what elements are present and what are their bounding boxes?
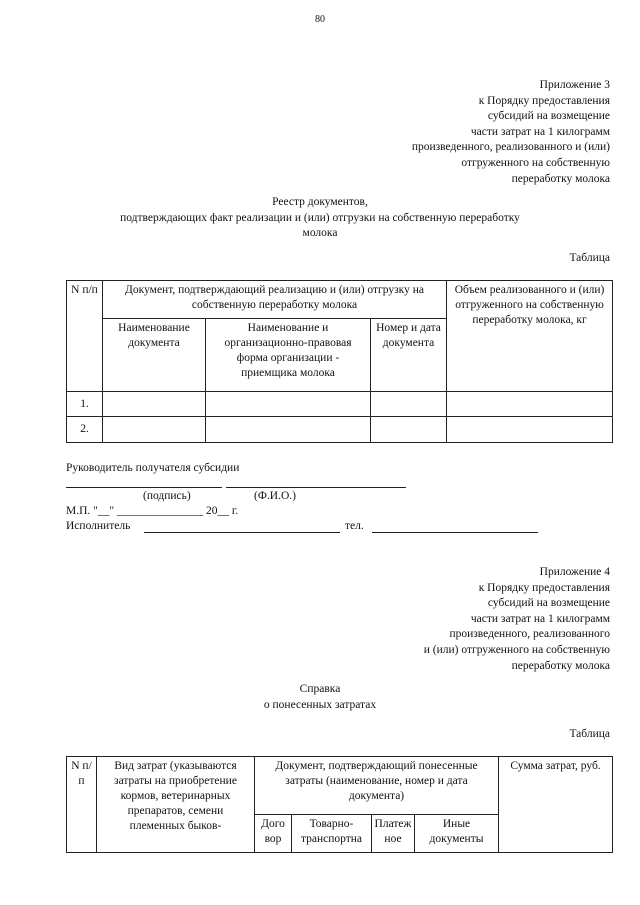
table-cell xyxy=(206,392,371,417)
appendix3-title-line: молока xyxy=(302,227,338,240)
page-number: 80 xyxy=(315,14,325,25)
col-kind-header: Вид затрат (указываются затраты на приобретение кормов, ветеринарных препаратов, семени племенных быков- xyxy=(97,757,255,853)
appendix4-header-line: Приложение 4 xyxy=(539,566,610,578)
sub-waybill-header: Товарно-транспортна xyxy=(292,815,372,853)
appendix4-header-line: части затрат на 1 килограмм xyxy=(470,612,610,625)
table-cell xyxy=(103,392,206,417)
executor-label: Исполнитель xyxy=(66,520,131,532)
appendix4-header-line: и (или) отгруженного на собственную xyxy=(423,643,610,656)
phone-line xyxy=(372,532,538,533)
col-sum-header: Сумма затрат, руб. xyxy=(499,757,613,853)
col-volume-header: Объем реализованного и (или) отгруженного на собственную переработку молока, кг xyxy=(447,281,613,392)
sub-payment-header: Платеж ное xyxy=(372,815,415,853)
appendix3-header-line: Приложение 3 xyxy=(539,79,610,91)
appendix3-header-line: переработку молока xyxy=(511,172,610,185)
table-cell xyxy=(371,392,447,417)
appendix3-title xyxy=(0,195,640,242)
col-num-header: N п/п xyxy=(67,757,97,853)
table-row xyxy=(67,417,613,443)
appendix4-title-line: Справка xyxy=(299,683,341,695)
fio-label: (Ф.И.О.) xyxy=(254,490,296,502)
row-number: 2. xyxy=(67,417,103,443)
appendix3-header-line: произведенного, реализованного и (или) xyxy=(411,141,610,154)
appendix3-header-line: субсидий на возмещение xyxy=(487,110,610,123)
table-cell xyxy=(447,392,613,417)
executor-line xyxy=(144,532,340,533)
sub-number-header: Номер и дата документа xyxy=(371,319,447,392)
sub-name-header: Наименование документа xyxy=(103,319,206,392)
appendix4-header-line: к Порядку предоставления xyxy=(478,581,610,594)
table-cell xyxy=(103,417,206,443)
expenses-table xyxy=(66,756,613,853)
sub-other-header: Иные документы xyxy=(415,815,499,853)
head-label: Руководитель получателя субсидии xyxy=(66,462,240,474)
appendix4-header-line: произведенного, реализованного xyxy=(449,628,610,641)
appendix3-table-label: Таблица xyxy=(569,252,610,264)
sub-org-header: Наименование и организационно-правовая форма организации - приемщика молока xyxy=(206,319,371,392)
table-cell xyxy=(447,417,613,443)
appendix3-header-line: к Порядку предоставления xyxy=(478,94,610,107)
sub-contract-header: Дого вор xyxy=(255,815,292,853)
table-cell xyxy=(206,417,371,443)
appendix3-header-line: части затрат на 1 килограмм xyxy=(470,125,610,138)
stamp-date-line: М.П. "__" _______________ 20__ г. xyxy=(66,505,239,517)
col-num-header: N п/п xyxy=(67,281,103,392)
col-doc-header: Документ, подтверждающий понесенные затраты (наименование, номер и дата документа) xyxy=(255,757,499,815)
appendix4-title xyxy=(0,682,640,713)
appendix4-header-line: субсидий на возмещение xyxy=(487,597,610,610)
col-doc-header: Документ, подтверждающий реализацию и (или) отгрузку на собственную переработку молока xyxy=(103,281,447,319)
appendix3-title-line: Реестр документов, xyxy=(272,196,368,208)
appendix4-title-line: о понесенных затратах xyxy=(263,698,377,711)
phone-label: тел. xyxy=(345,520,364,532)
row-number: 1. xyxy=(67,392,103,417)
appendix3-title-line: подтверждающих факт реализации и (или) отгрузки на собственную переработку xyxy=(120,211,520,224)
appendix4-header-line: переработку молока xyxy=(511,659,610,672)
fio-line xyxy=(226,487,406,488)
appendix3-header xyxy=(412,78,610,187)
appendix4-table-label: Таблица xyxy=(569,728,610,740)
table-row xyxy=(67,392,613,417)
signature-line xyxy=(66,487,222,488)
appendix4-header xyxy=(424,565,610,674)
table-cell xyxy=(371,417,447,443)
registry-table xyxy=(66,280,613,443)
sign-label: (подпись) xyxy=(143,490,191,502)
appendix3-header-line: отгруженного на собственную xyxy=(461,156,610,169)
